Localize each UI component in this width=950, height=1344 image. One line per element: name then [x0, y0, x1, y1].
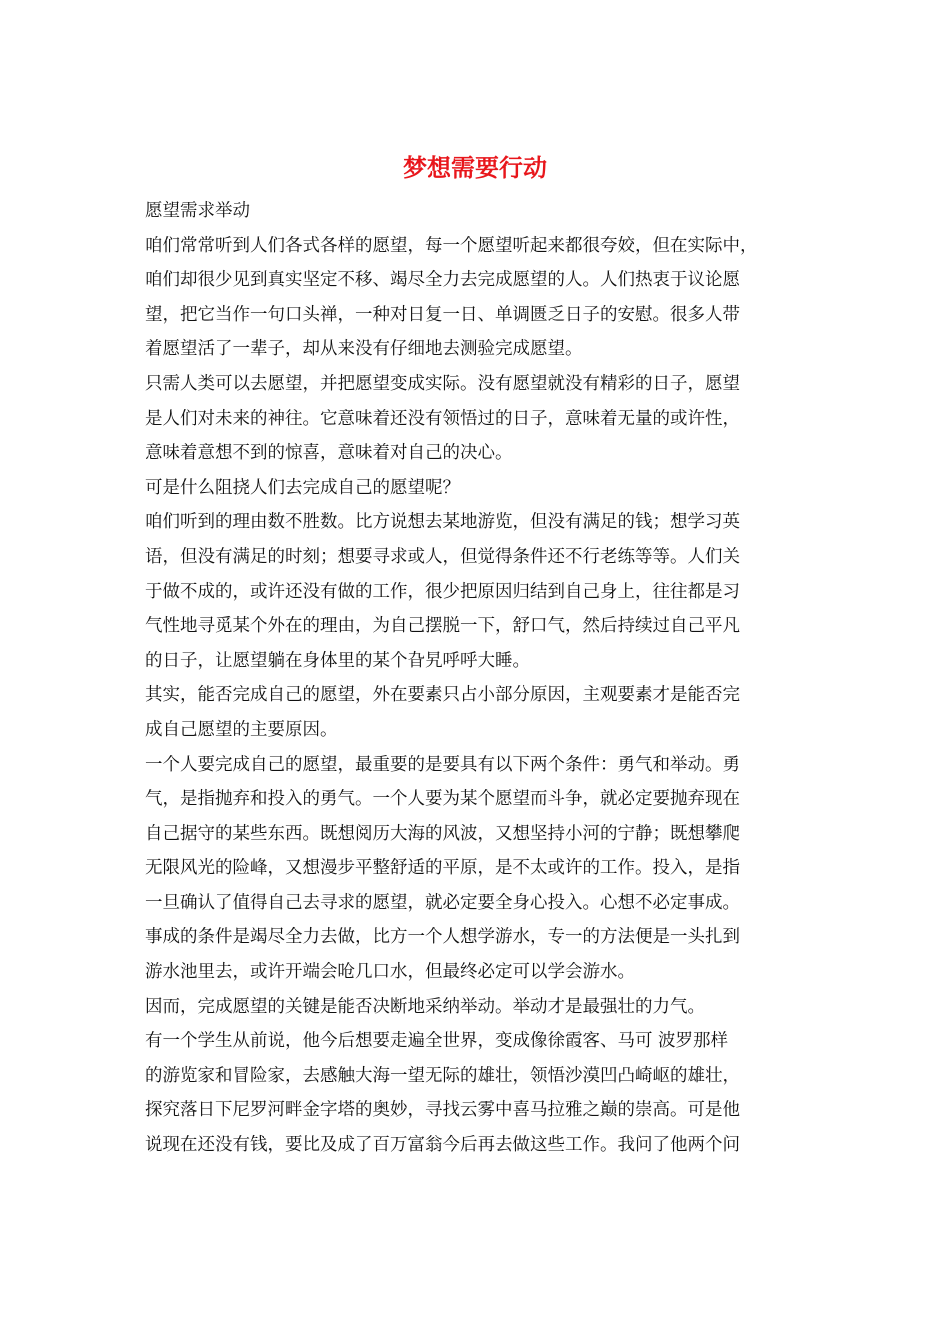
text-line: 着愿望活了一辈子，却从来没有仔细地去测验完成愿望。	[145, 339, 583, 360]
text-line: 事成的条件是竭尽全力去做，比方一个人想学游水，专一的方法便是一头扎到	[145, 927, 740, 948]
text-line: 无限风光的险峰，又想漫步平整舒适的平原，是不太或许的工作。投入，是指	[145, 858, 740, 879]
text-line: 愿望需求举动	[145, 201, 250, 221]
text-line: 有一个学生从前说，他今后想要走遍全世界，变成像徐霞客、马可 波罗那样	[145, 1031, 729, 1052]
text-line: 可是什么阻挠人们去完成自己的愿望呢？	[145, 477, 460, 498]
text-line: 自己据守的某些东西。既想阅历大海的风波，又想坚持小河的宁静；既想攀爬	[145, 823, 740, 844]
text-line: 咱们却很少见到真实坚定不移、竭尽全力去完成愿望的人。人们热衷于议论愿	[145, 270, 740, 291]
text-line: 因而，完成愿望的关键是能否决断地采纳举动。举动才是最强壮的力气。	[145, 996, 705, 1017]
text-line: 的日子，让愿望躺在身体里的某个旮旯呼呼大睡。	[145, 650, 530, 671]
text-line: 的游览家和冒险家，去感触大海一望无际的雄壮，领悟沙漠凹凸崎岖的雄壮，	[145, 1065, 740, 1086]
text-line: 探究落日下尼罗河畔金字塔的奥妙，寻找云雾中喜马拉雅之巅的崇高。可是他	[145, 1100, 740, 1121]
text-line: 咱们常常听到人们各式各样的愿望，每一个愿望听起来都很夸姣，但在实际中，	[145, 235, 758, 256]
text-line: 只需人类可以去愿望，并把愿望变成实际。没有愿望就没有精彩的日子，愿望	[145, 373, 740, 394]
text-line: 咱们听到的理由数不胜数。比方说想去某地游览，但没有满足的钱；想学习英	[145, 512, 740, 533]
text-line: 一旦确认了值得自己去寻求的愿望，就必定要全身心投入。心想不必定事成。	[145, 892, 740, 913]
text-line: 成自己愿望的主要原因。	[145, 719, 338, 740]
text-line: 游水池里去，或许开端会呛几口水，但最终必定可以学会游水。	[145, 962, 635, 983]
text-line: 说现在还没有钱，要比及成了百万富翁今后再去做这些工作。我问了他两个问	[145, 1135, 740, 1156]
text-line: 语，但没有满足的时刻；想要寻求或人，但觉得条件还不行老练等等。人们关	[145, 546, 740, 567]
text-line: 气，是指抛弃和投入的勇气。一个人要为某个愿望而斗争，就必定要抛弃现在	[145, 789, 740, 810]
body-text	[145, 194, 815, 1163]
text-line: 一个人要完成自己的愿望，最重要的是要具有以下两个条件：勇气和举动。勇	[145, 754, 740, 775]
text-line: 气性地寻觅某个外在的理由，为自己摆脱一下，舒口气，然后持续过自己平凡	[145, 616, 740, 637]
text-line: 其实，能否完成自己的愿望，外在要素只占小部分原因，主观要素才是能否完	[145, 685, 740, 706]
text-line: 是人们对未来的神往。它意味着还没有领悟过的日子，意味着无量的或许性，	[145, 408, 740, 429]
text-line: 意味着意想不到的惊喜，意味着对自己的决心。	[145, 443, 513, 464]
text-line: 望，把它当作一句口头禅，一种对日复一日、单调匮乏日子的安慰。很多人带	[145, 304, 740, 325]
page-title: 梦想需要行动	[403, 154, 547, 182]
text-line: 于做不成的，或许还没有做的工作，很少把原因归结到自己身上，往往都是习	[145, 581, 740, 602]
